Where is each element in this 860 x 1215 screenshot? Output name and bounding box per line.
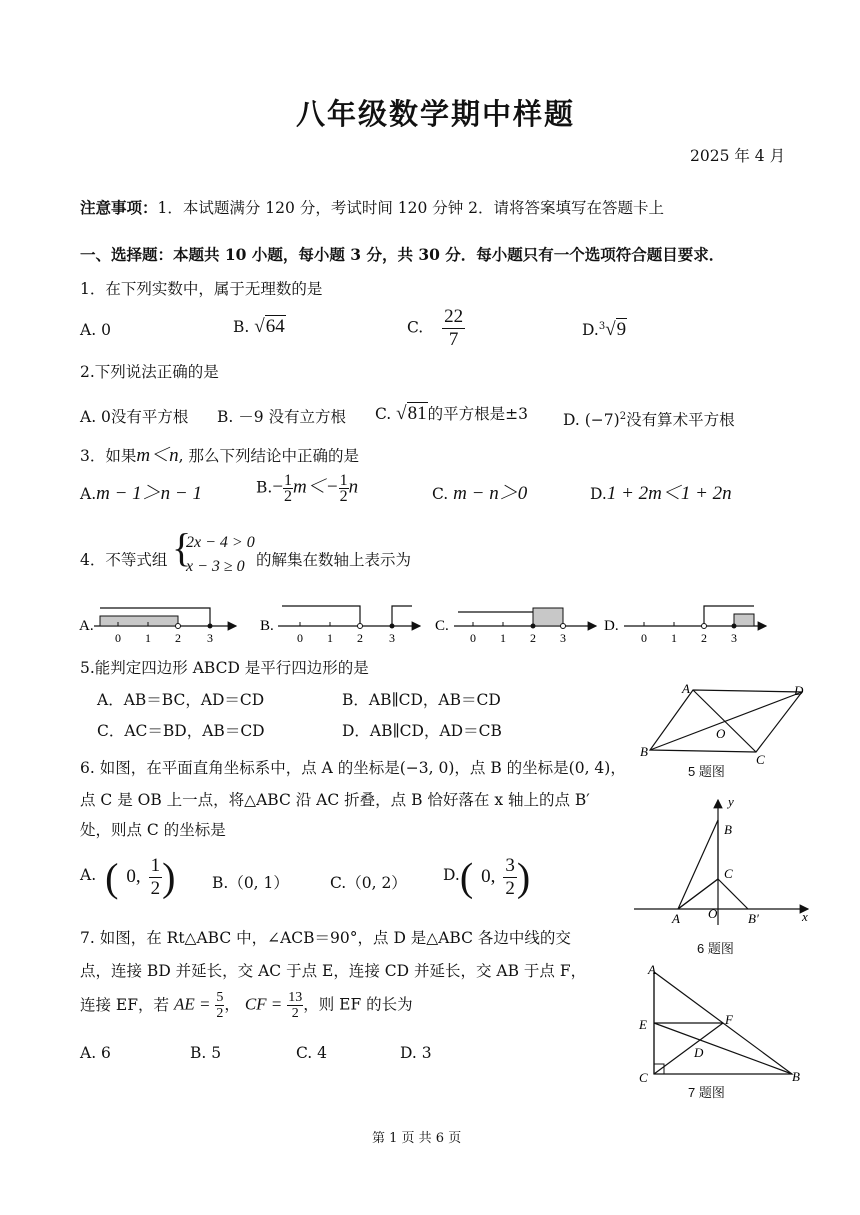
q6-option-c: C.（0, 2） — [330, 874, 407, 892]
q7-line3: 连接 EF，若 AE = $\frac{5}{2}$ ， CF = $\frac{13}{2}$ ，则 EF 的长为 — [80, 990, 413, 1021]
svg-text:D: D — [794, 683, 804, 698]
svg-text:O: O — [716, 726, 726, 741]
q6-line1: 6. 如图，在平面直角坐标系中，点 A 的坐标是(−3, 0)，点 B 的坐标是(0, 4)， — [80, 759, 626, 777]
svg-text:B: B — [792, 1069, 800, 1084]
q4-label-b: B. — [260, 618, 274, 634]
svg-text:E: E — [639, 1017, 647, 1032]
q7-figure — [634, 960, 814, 1085]
notice-text: 1．本试题满分 120 分，考试时间 120 分钟 2．请将答案填写在答题卡上 — [157, 199, 665, 217]
svg-text:3: 3 — [389, 631, 395, 645]
q7-option-d: D. 3 — [400, 1044, 432, 1062]
q4-option-a-line — [79, 608, 236, 645]
q7-caption: 7 题图 — [688, 1085, 725, 1100]
q3-option-a: A.m − 1＞n − 1 — [80, 483, 202, 504]
q6-caption: 6 题图 — [697, 941, 734, 956]
svg-text:3: 3 — [560, 631, 566, 645]
q3-option-c: C. m − n＞0 — [432, 483, 528, 504]
svg-text:1: 1 — [145, 631, 151, 645]
q4-number-lines — [76, 600, 776, 648]
svg-text:F: F — [725, 1012, 733, 1027]
q1-option-d: D.$^3$√9 — [582, 319, 627, 341]
svg-text:C: C — [756, 752, 765, 767]
q7-line2: 点，连接 BD 并延长，交 AC 于点 E，连接 CD 并延长，交 AB 于点 F， — [80, 962, 587, 980]
notice-label: 注意事项： — [80, 198, 158, 217]
q5-option-d: D．AB∥CD，AD＝CB — [342, 722, 502, 740]
svg-text:2: 2 — [701, 631, 707, 645]
q6-line2: 点 C 是 OB 上一点，将△ABC 沿 AC 折叠，点 B 恰好落在 x 轴上的点 B′ — [80, 791, 590, 809]
svg-text:B: B — [640, 744, 648, 759]
svg-text:D: D — [694, 1045, 704, 1060]
q6-figure — [632, 790, 822, 930]
svg-text:A: A — [682, 681, 690, 696]
svg-text:y: y — [728, 794, 734, 809]
svg-text:2: 2 — [530, 631, 536, 645]
q7-option-c: C. 4 — [296, 1044, 328, 1062]
svg-text:A: A — [648, 962, 656, 977]
q4-label-a: A. — [79, 618, 94, 634]
q4-option-c-line — [435, 608, 596, 645]
q5-stem: 5.能判定四边形 ABCD 是平行四边形的是 — [80, 659, 369, 677]
q5-option-a: A．AB＝BC，AD＝CD — [97, 691, 265, 709]
q4-option-b-line — [260, 606, 420, 645]
svg-text:1: 1 — [671, 631, 677, 645]
q4-option-d-line — [604, 606, 766, 645]
q4-stem-post: 的解集在数轴上表示为 — [256, 551, 412, 569]
q5-option-c: C．AC＝BD，AB＝CD — [97, 722, 265, 740]
q3-stem: 3．如果m＜n, 那么下列结论中正确的是 — [80, 445, 359, 466]
svg-text:0: 0 — [470, 631, 476, 645]
svg-text:0: 0 — [115, 631, 121, 645]
svg-text:A: A — [672, 911, 680, 926]
q1-option-b: B. √64 — [233, 316, 285, 337]
q7-option-a: A. 6 — [80, 1044, 111, 1062]
q6-line3: 处，则点 C 的坐标是 — [80, 821, 226, 839]
q1-c-fraction: $\frac{22}{7}$ — [444, 306, 464, 350]
svg-text:B: B — [724, 822, 732, 837]
q3-option-b: B.− $\frac{1}{2}$ m＜− $\frac{1}{2}$ n — [256, 472, 359, 505]
q5-figure — [638, 680, 818, 778]
q2-option-d: D. $(-7)^2$没有算术平方根 — [563, 411, 735, 430]
q4-label-c: C. — [435, 618, 449, 634]
q2-option-b: B. －9 没有立方根 — [217, 408, 347, 426]
svg-text:1: 1 — [327, 631, 333, 645]
q1-option-a: A. 0 — [80, 321, 111, 339]
svg-text:x: x — [802, 909, 808, 924]
notice — [80, 198, 664, 218]
q6-option-d: D.( 0, $\frac{3}{2}$ ) — [443, 854, 531, 900]
q3-option-d: D.1 + 2m＜1 + 2n — [590, 483, 732, 504]
svg-text:C: C — [639, 1070, 648, 1085]
q1-stem: 1．在下列实数中，属于无理数的是 — [80, 280, 323, 298]
q6-option-b: B.（0, 1） — [212, 874, 289, 892]
svg-text:2: 2 — [175, 631, 181, 645]
q5-option-b: B．AB∥CD，AB＝CD — [342, 691, 501, 709]
q4-label-d: D. — [604, 618, 619, 634]
page-title: 八年级数学期中样题 — [296, 97, 576, 131]
q4-stem: 4．不等式组 — [80, 551, 168, 569]
q5-caption: 5 题图 — [688, 764, 725, 779]
svg-text:0: 0 — [641, 631, 647, 645]
page-footer: 第 1 页 共 6 页 — [372, 1131, 462, 1146]
q6-option-a: A. ( 0, $\frac{1}{2}$ ) — [80, 854, 176, 900]
svg-text:0: 0 — [297, 631, 303, 645]
q7-option-b: B. 5 — [190, 1044, 222, 1062]
exam-date: 2025 年 4 月 — [690, 147, 786, 165]
q1-option-c: C. $\frac{22}{7}$ — [407, 306, 464, 350]
svg-text:O: O — [708, 906, 718, 921]
svg-text:B′: B′ — [748, 911, 759, 926]
svg-text:2: 2 — [357, 631, 363, 645]
svg-text:C: C — [724, 866, 733, 881]
q2-option-c: C. √81的平方根是±3 — [375, 403, 528, 424]
svg-text:3: 3 — [731, 631, 737, 645]
svg-text:1: 1 — [500, 631, 506, 645]
section-header: 一、选择题：本题共 10 小题，每小题 3 分，共 30 分．每小题只有一个选项符合题目要求． — [80, 245, 725, 264]
q2-stem: 2.下列说法正确的是 — [80, 363, 219, 381]
q2-option-a: A. 0没有平方根 — [80, 408, 189, 426]
q7-line1: 7. 如图，在 Rt△ABC 中，∠ACB＝90°，点 D 是△ABC 各边中线的交 — [80, 929, 571, 947]
svg-text:3: 3 — [207, 631, 213, 645]
